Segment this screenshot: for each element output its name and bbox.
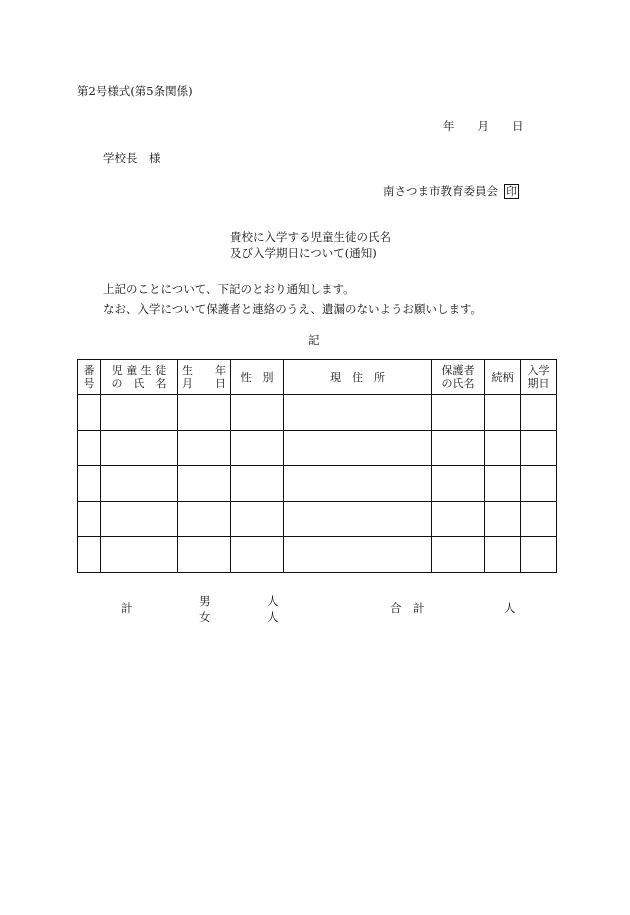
cell-number: [78, 430, 101, 466]
male-label: 男: [199, 594, 211, 608]
cell-guardian: [432, 430, 485, 466]
total-label: 計: [121, 601, 133, 615]
header-entry-date: [521, 360, 557, 395]
sender-name: 南さつま市教育委員会: [383, 184, 498, 198]
header-entry-date-line2: 期日: [527, 377, 550, 390]
header-birthdate-line2: 月 日: [182, 377, 226, 390]
ki-heading: 記: [308, 333, 320, 347]
sender-line: [383, 183, 519, 199]
header-number: [78, 360, 101, 395]
header-student-name-line2: の 氏 名: [111, 377, 167, 390]
header-entry-date-line1: 入学: [527, 364, 550, 377]
grand-total-unit: 人: [504, 601, 516, 615]
table-row: [78, 537, 557, 573]
cell-relation: [485, 430, 521, 466]
table-row: [78, 430, 557, 466]
cell-birthdate: [178, 466, 231, 502]
header-guardian: [432, 360, 485, 395]
header-number-line2: 号: [83, 377, 95, 390]
header-student-name: [101, 360, 178, 395]
cell-gender: [231, 430, 284, 466]
cell-address: [284, 537, 432, 573]
cell-address: [284, 395, 432, 431]
cell-birthdate: [178, 430, 231, 466]
cell-relation: [485, 466, 521, 502]
table-row: [78, 395, 557, 431]
cell-number: [78, 501, 101, 537]
cell-relation: [485, 395, 521, 431]
cell-address: [284, 430, 432, 466]
cell-student-name: [101, 537, 178, 573]
cell-entry-date: [521, 501, 557, 537]
cell-guardian: [432, 501, 485, 537]
female-count-unit: 人: [267, 610, 279, 624]
form-number: 第2号様式(第5条関係): [77, 84, 193, 98]
header-birthdate-line1: 生 年: [182, 364, 226, 377]
header-student-name-line1: 児 童 生 徒: [111, 364, 167, 377]
table-header-row: [78, 360, 557, 395]
female-label: 女: [199, 610, 211, 624]
grand-total-label: 合 計: [390, 601, 425, 615]
table-row: [78, 501, 557, 537]
cell-gender: [231, 395, 284, 431]
cell-student-name: [101, 395, 178, 431]
cell-birthdate: [178, 501, 231, 537]
cell-gender: [231, 537, 284, 573]
cell-student-name: [101, 466, 178, 502]
cell-gender: [231, 466, 284, 502]
cell-number: [78, 395, 101, 431]
body-line-1: 上記のことについて、下記のとおり通知します。: [103, 282, 355, 296]
cell-guardian: [432, 537, 485, 573]
cell-student-name: [101, 430, 178, 466]
addressee: 学校長 様: [103, 151, 161, 165]
cell-address: [284, 466, 432, 502]
cell-birthdate: [178, 537, 231, 573]
cell-entry-date: [521, 537, 557, 573]
cell-entry-date: [521, 430, 557, 466]
male-count-unit: 人: [267, 594, 279, 608]
cell-address: [284, 501, 432, 537]
table-row: [78, 466, 557, 502]
cell-birthdate: [178, 395, 231, 431]
header-relation: 続柄: [485, 360, 521, 395]
header-number-line1: 番: [83, 364, 95, 377]
seal-stamp: 印: [506, 185, 517, 198]
body-line-2: なお、入学について保護者と連絡のうえ、遺漏のないようお願いします。: [103, 302, 483, 316]
header-gender: 性 別: [231, 360, 284, 395]
cell-entry-date: [521, 395, 557, 431]
cell-number: [78, 466, 101, 502]
cell-number: [78, 537, 101, 573]
cell-relation: [485, 537, 521, 573]
student-roster-table: [77, 359, 557, 573]
cell-gender: [231, 501, 284, 537]
header-guardian-line2: の氏名: [441, 377, 475, 390]
title-line-1: 貴校に入学する児童生徒の氏名: [230, 230, 391, 244]
cell-guardian: [432, 395, 485, 431]
cell-entry-date: [521, 466, 557, 502]
header-address: 現 住 所: [284, 360, 432, 395]
cell-student-name: [101, 501, 178, 537]
cell-relation: [485, 501, 521, 537]
date-line: 年 月 日: [443, 119, 524, 133]
title-line-2: 及び入学期日について(通知): [230, 246, 377, 260]
cell-guardian: [432, 466, 485, 502]
header-guardian-line1: 保護者: [441, 364, 475, 377]
header-birthdate: [178, 360, 231, 395]
